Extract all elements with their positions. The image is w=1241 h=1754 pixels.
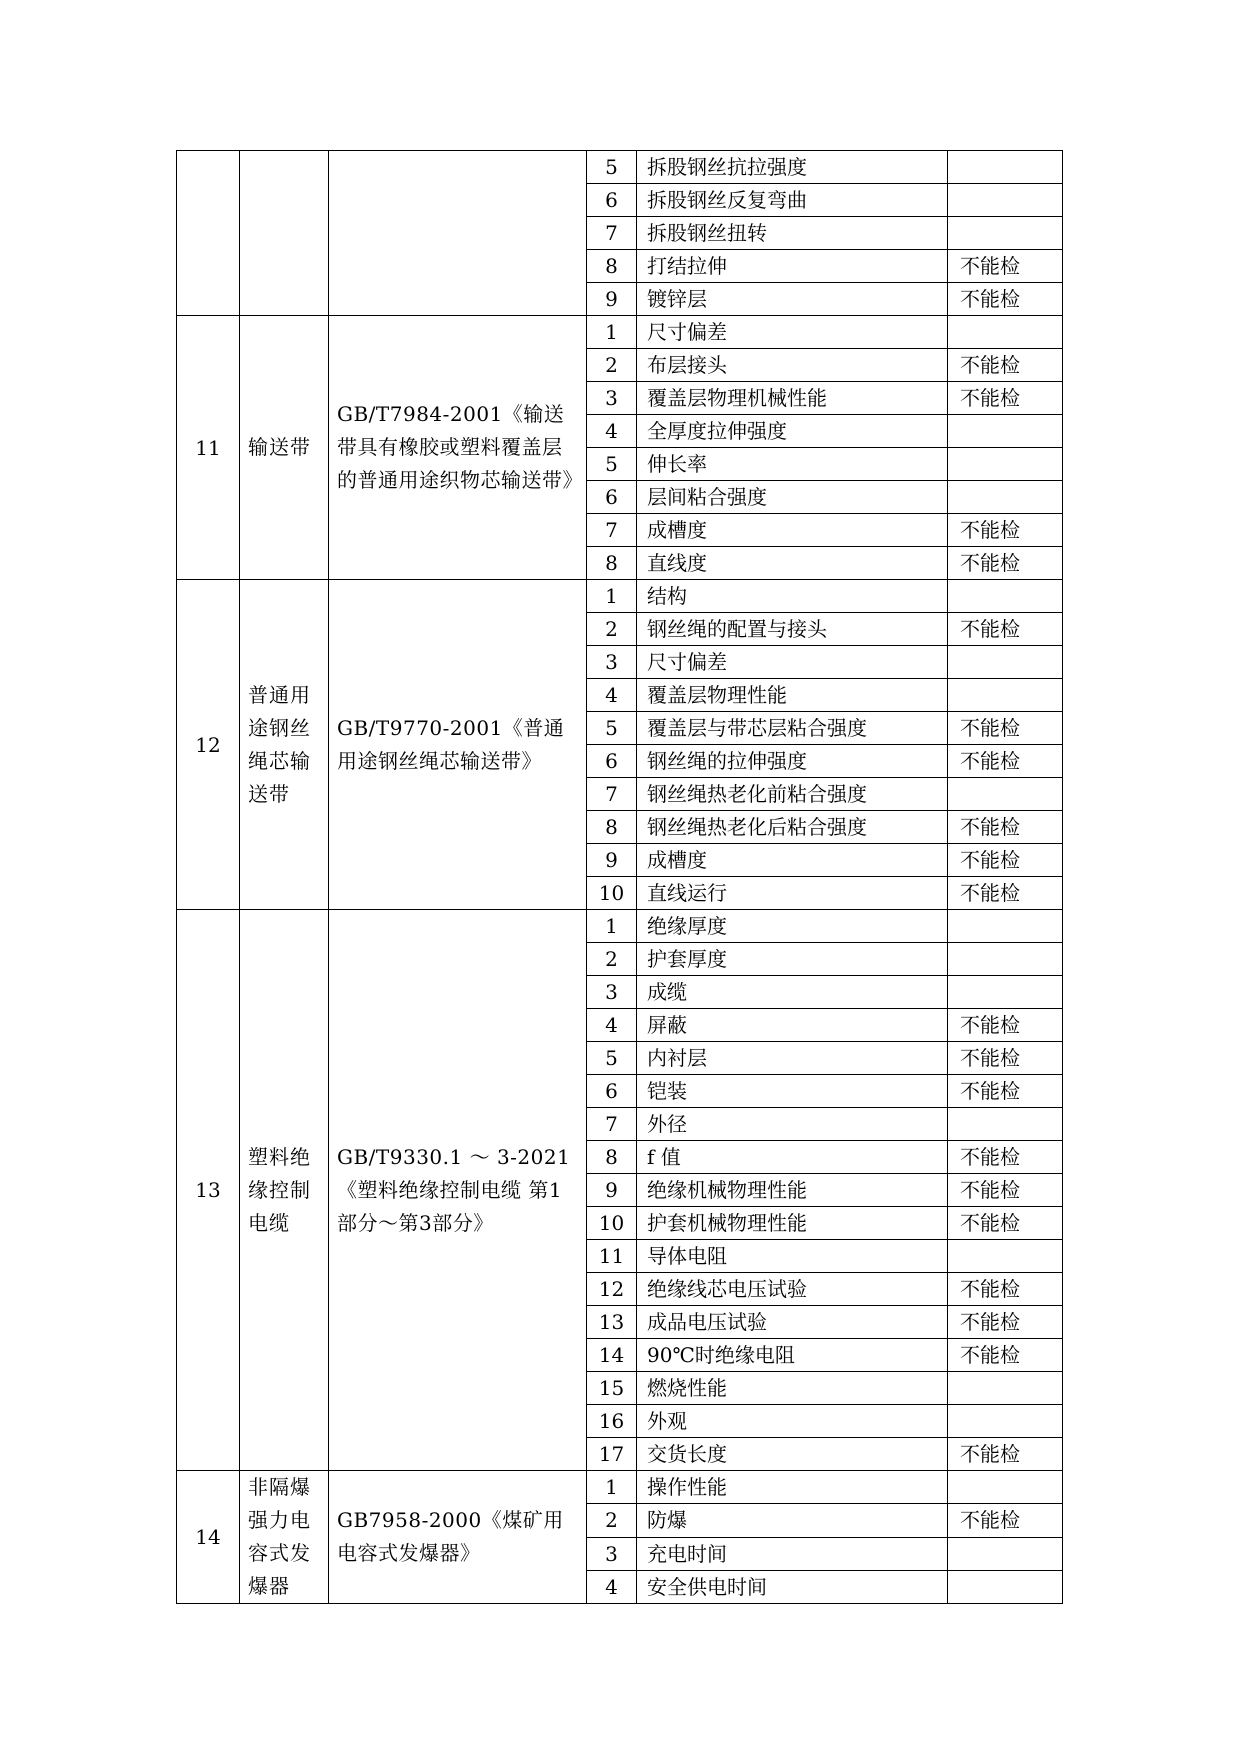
inspection-items-table	[176, 150, 1063, 1604]
item-number-cell: 1	[587, 316, 637, 349]
item-number-cell: 6	[587, 745, 637, 778]
standard-cell: GB7958-2000《煤矿用电容式发爆器》	[329, 1471, 587, 1604]
inspection-item-cell: 成品电压试验	[637, 1306, 948, 1339]
remark-cell	[948, 1405, 1063, 1438]
item-number-cell: 11	[587, 1240, 637, 1273]
item-number-cell: 10	[587, 1207, 637, 1240]
inspection-item-cell: 成槽度	[637, 514, 948, 547]
remark-cell: 不能检	[948, 745, 1063, 778]
item-number-cell: 2	[587, 613, 637, 646]
inspection-item-cell: 钢丝绳的拉伸强度	[637, 745, 948, 778]
item-number-cell: 5	[587, 151, 637, 184]
remark-cell	[948, 151, 1063, 184]
remark-cell: 不能检	[948, 844, 1063, 877]
inspection-item-cell: f 值	[637, 1141, 948, 1174]
remark-cell	[948, 778, 1063, 811]
item-number-cell: 4	[587, 415, 637, 448]
item-number-cell: 8	[587, 250, 637, 283]
item-number-cell: 6	[587, 1075, 637, 1108]
item-number-cell: 1	[587, 580, 637, 613]
remark-cell: 不能检	[948, 1174, 1063, 1207]
standard-cell: GB/T9770-2001《普通用途钢丝绳芯输送带》	[329, 580, 587, 910]
item-number-cell: 9	[587, 283, 637, 316]
item-number-cell: 6	[587, 481, 637, 514]
item-number-cell: 7	[587, 778, 637, 811]
inspection-item-cell: 覆盖层物理性能	[637, 679, 948, 712]
remark-cell	[948, 1108, 1063, 1141]
standard-cell: GB/T9330.1 ～ 3-2021《塑料绝缘控制电缆 第1部分～第3部分》	[329, 910, 587, 1471]
item-number-cell: 14	[587, 1339, 637, 1372]
inspection-item-cell: 绝缘线芯电压试验	[637, 1273, 948, 1306]
remark-cell	[948, 1537, 1063, 1570]
product-name-cell: 塑料绝缘控制电缆	[240, 910, 329, 1471]
standard-cell: GB/T7984-2001《输送带具有橡胶或塑料覆盖层的普通用途织物芯输送带》	[329, 316, 587, 580]
table-row	[177, 910, 1063, 943]
remark-cell: 不能检	[948, 1273, 1063, 1306]
remark-cell	[948, 1471, 1063, 1504]
item-number-cell: 10	[587, 877, 637, 910]
standard-cell	[329, 151, 587, 316]
remark-cell: 不能检	[948, 382, 1063, 415]
item-number-cell: 2	[587, 943, 637, 976]
remark-cell: 不能检	[948, 547, 1063, 580]
inspection-item-cell: 铠装	[637, 1075, 948, 1108]
inspection-item-cell: 拆股钢丝扭转	[637, 217, 948, 250]
inspection-item-cell: 结构	[637, 580, 948, 613]
inspection-item-cell: 钢丝绳热老化前粘合强度	[637, 778, 948, 811]
remark-cell: 不能检	[948, 1339, 1063, 1372]
group-seq-cell	[177, 151, 240, 316]
inspection-item-cell: 燃烧性能	[637, 1372, 948, 1405]
remark-cell	[948, 448, 1063, 481]
item-number-cell: 8	[587, 1141, 637, 1174]
remark-cell	[948, 481, 1063, 514]
remark-cell	[948, 910, 1063, 943]
item-number-cell: 4	[587, 1570, 637, 1603]
remark-cell	[948, 646, 1063, 679]
remark-cell	[948, 217, 1063, 250]
remark-cell	[948, 1372, 1063, 1405]
remark-cell: 不能检	[948, 250, 1063, 283]
table-row	[177, 151, 1063, 184]
inspection-item-cell: 屏蔽	[637, 1009, 948, 1042]
item-number-cell: 5	[587, 712, 637, 745]
remark-cell	[948, 679, 1063, 712]
inspection-item-cell: 防爆	[637, 1504, 948, 1537]
inspection-item-cell: 绝缘机械物理性能	[637, 1174, 948, 1207]
inspection-item-cell: 层间粘合强度	[637, 481, 948, 514]
inspection-item-cell: 覆盖层与带芯层粘合强度	[637, 712, 948, 745]
remark-cell	[948, 1570, 1063, 1603]
inspection-item-cell: 直线运行	[637, 877, 948, 910]
table-body	[177, 151, 1063, 1604]
inspection-item-cell: 充电时间	[637, 1537, 948, 1570]
item-number-cell: 8	[587, 547, 637, 580]
item-number-cell: 9	[587, 1174, 637, 1207]
product-name-cell: 普通用途钢丝绳芯输送带	[240, 580, 329, 910]
inspection-item-cell: 安全供电时间	[637, 1570, 948, 1603]
remark-cell: 不能检	[948, 1504, 1063, 1537]
item-number-cell: 12	[587, 1273, 637, 1306]
inspection-item-cell: 尺寸偏差	[637, 646, 948, 679]
item-number-cell: 7	[587, 514, 637, 547]
item-number-cell: 2	[587, 1504, 637, 1537]
table-row	[177, 1471, 1063, 1504]
item-number-cell: 17	[587, 1438, 637, 1471]
inspection-item-cell: 90℃时绝缘电阻	[637, 1339, 948, 1372]
remark-cell: 不能检	[948, 1438, 1063, 1471]
product-name-cell: 非隔爆强力电容式发爆器	[240, 1471, 329, 1604]
item-number-cell: 7	[587, 1108, 637, 1141]
inspection-item-cell: 内衬层	[637, 1042, 948, 1075]
item-number-cell: 16	[587, 1405, 637, 1438]
item-number-cell: 3	[587, 976, 637, 1009]
item-number-cell: 3	[587, 1537, 637, 1570]
item-number-cell: 15	[587, 1372, 637, 1405]
inspection-item-cell: 拆股钢丝反复弯曲	[637, 184, 948, 217]
item-number-cell: 5	[587, 448, 637, 481]
inspection-item-cell: 导体电阻	[637, 1240, 948, 1273]
remark-cell: 不能检	[948, 283, 1063, 316]
item-number-cell: 13	[587, 1306, 637, 1339]
inspection-item-cell: 钢丝绳的配置与接头	[637, 613, 948, 646]
item-number-cell: 4	[587, 1009, 637, 1042]
item-number-cell: 1	[587, 1471, 637, 1504]
remark-cell: 不能检	[948, 1141, 1063, 1174]
inspection-item-cell: 护套机械物理性能	[637, 1207, 948, 1240]
remark-cell	[948, 415, 1063, 448]
inspection-item-cell: 覆盖层物理机械性能	[637, 382, 948, 415]
remark-cell	[948, 943, 1063, 976]
remark-cell: 不能检	[948, 811, 1063, 844]
remark-cell: 不能检	[948, 1009, 1063, 1042]
inspection-item-cell: 绝缘厚度	[637, 910, 948, 943]
inspection-item-cell: 镀锌层	[637, 283, 948, 316]
remark-cell: 不能检	[948, 514, 1063, 547]
item-number-cell: 6	[587, 184, 637, 217]
item-number-cell: 5	[587, 1042, 637, 1075]
item-number-cell: 1	[587, 910, 637, 943]
remark-cell: 不能检	[948, 613, 1063, 646]
remark-cell	[948, 316, 1063, 349]
product-name-cell: 输送带	[240, 316, 329, 580]
inspection-item-cell: 全厚度拉伸强度	[637, 415, 948, 448]
table-row	[177, 316, 1063, 349]
inspection-item-cell: 伸长率	[637, 448, 948, 481]
inspection-item-cell: 尺寸偏差	[637, 316, 948, 349]
remark-cell	[948, 580, 1063, 613]
remark-cell: 不能检	[948, 877, 1063, 910]
remark-cell: 不能检	[948, 1207, 1063, 1240]
inspection-item-cell: 护套厚度	[637, 943, 948, 976]
remark-cell: 不能检	[948, 349, 1063, 382]
inspection-item-cell: 交货长度	[637, 1438, 948, 1471]
inspection-item-cell: 打结拉伸	[637, 250, 948, 283]
item-number-cell: 9	[587, 844, 637, 877]
item-number-cell: 2	[587, 349, 637, 382]
inspection-item-cell: 成缆	[637, 976, 948, 1009]
inspection-item-cell: 布层接头	[637, 349, 948, 382]
inspection-item-cell: 外观	[637, 1405, 948, 1438]
item-number-cell: 4	[587, 679, 637, 712]
remark-cell: 不能检	[948, 1306, 1063, 1339]
inspection-item-cell: 直线度	[637, 547, 948, 580]
item-number-cell: 7	[587, 217, 637, 250]
remark-cell: 不能检	[948, 1075, 1063, 1108]
inspection-item-cell: 拆股钢丝抗拉强度	[637, 151, 948, 184]
remark-cell	[948, 976, 1063, 1009]
group-seq-cell: 13	[177, 910, 240, 1471]
remark-cell	[948, 1240, 1063, 1273]
product-name-cell	[240, 151, 329, 316]
remark-cell: 不能检	[948, 1042, 1063, 1075]
table-row	[177, 580, 1063, 613]
inspection-item-cell: 外径	[637, 1108, 948, 1141]
item-number-cell: 3	[587, 382, 637, 415]
remark-cell	[948, 184, 1063, 217]
inspection-item-cell: 钢丝绳热老化后粘合强度	[637, 811, 948, 844]
group-seq-cell: 12	[177, 580, 240, 910]
inspection-item-cell: 成槽度	[637, 844, 948, 877]
group-seq-cell: 14	[177, 1471, 240, 1604]
remark-cell: 不能检	[948, 712, 1063, 745]
inspection-item-cell: 操作性能	[637, 1471, 948, 1504]
item-number-cell: 8	[587, 811, 637, 844]
item-number-cell: 3	[587, 646, 637, 679]
group-seq-cell: 11	[177, 316, 240, 580]
